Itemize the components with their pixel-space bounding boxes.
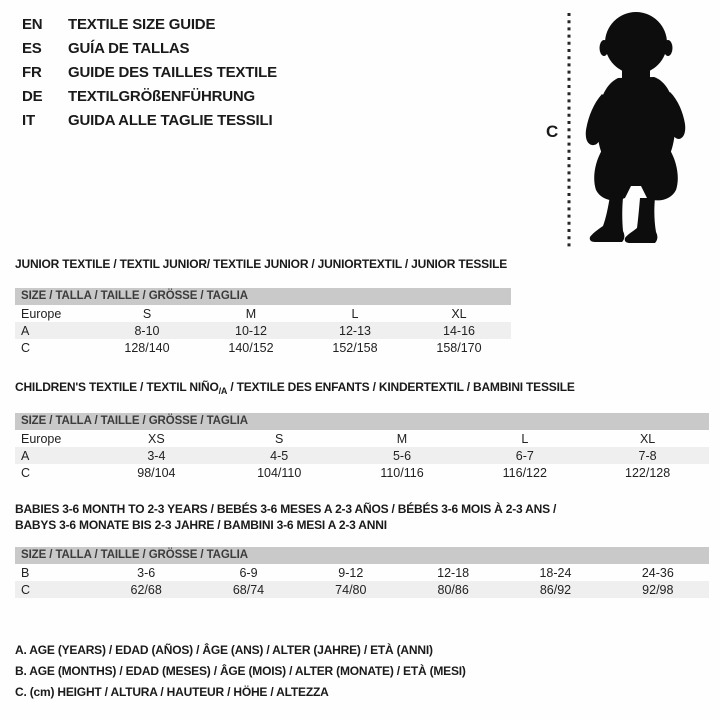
height-measure-label: C [546,122,559,141]
language-code: EN [22,16,43,33]
cell: XL [639,431,656,446]
cell: 80/86 [437,582,469,597]
cell: S [275,431,284,446]
language-title: TEXTILGRÖßENFÜHRUNG [68,88,256,105]
row-label: C [21,465,31,480]
cell: XS [148,431,165,446]
cell: 6-7 [515,448,534,463]
cell: 12-13 [339,323,371,338]
note-line-b: B. AGE (MONTHS) / EDAD (MESES) / ÂGE (MOIS) / ALTER (MONATE) / ETÀ (MESI) [15,664,466,678]
size-header-bar: SIZE / TALLA / TAILLE / GRÖSSE / TAGLIA [15,547,709,564]
cell: 152/158 [332,340,378,355]
row-label: Europe [21,306,62,321]
cell: 158/170 [436,340,482,355]
cell: 24-36 [641,565,674,580]
section-title-text: CHILDREN'S TEXTILE / TEXTIL NIÑO [15,380,219,394]
list-item [22,85,277,109]
cell: 18-24 [539,565,572,580]
note-line-c: C. (cm) HEIGHT / ALTURA / HAUTEUR / HÖHE / ALTEZZA [15,685,329,699]
row-label: Europe [21,431,62,446]
cell: 104/110 [257,465,302,480]
section-title [15,380,709,396]
cell: 8-10 [134,323,160,338]
table-row [15,464,709,481]
cell: 92/98 [642,582,674,597]
legend-notes [15,640,466,703]
cell: 140/152 [228,340,274,355]
cell: 86/92 [539,582,572,597]
language-code: IT [22,112,35,129]
language-title: TEXTILE SIZE GUIDE [68,16,216,33]
section-title [15,501,709,533]
table-row [15,564,709,581]
table-row [15,305,511,322]
section-title: JUNIOR TEXTILE / TEXTIL JUNIOR/ TEXTILE JUNIOR / JUNIORTEXTIL / JUNIOR TESSILE [15,257,508,271]
language-code: FR [22,64,42,81]
cell: M [245,306,257,321]
row-label: A [21,323,30,338]
cell: S [142,306,152,321]
cell: L [351,306,359,321]
row-label: C [21,340,31,355]
cell: 116/122 [502,465,547,480]
cell: 122/128 [625,465,671,480]
section-title-line: BABIES 3-6 MONTH TO 2-3 YEARS / BEBÉS 3-6 MESES A 2-3 AÑOS / BÉBÉS 3-6 MOIS À 2-3 ANS / [15,502,557,516]
cell: 10-12 [235,323,267,338]
list-item [22,61,277,85]
children-size-table [15,430,709,481]
dotted-height-line [567,11,571,251]
toddler-silhouette-icon [580,6,692,246]
language-title: GUIDE DES TAILLES TEXTILE [68,64,277,81]
cell: 5-6 [392,448,412,463]
list-item [22,109,277,133]
size-header-bar: SIZE / TALLA / TAILLE / GRÖSSE / TAGLIA [15,413,709,430]
cell: 74/80 [335,582,367,597]
babies-size-table [15,564,709,598]
table-row [15,447,709,464]
section-title-text: / TEXTILE DES ENFANTS / KINDERTEXTIL / BAMBINI TESSILE [227,380,575,394]
cell: XL [451,306,467,321]
table-row [15,322,511,339]
table-row [15,430,709,447]
list-item [22,37,277,61]
cell: 14-16 [443,323,475,338]
cell: 128/140 [124,340,170,355]
row-label: A [21,448,30,463]
cell: L [521,431,529,446]
babies-size-section [15,501,709,598]
junior-size-section [15,257,511,356]
cell: 6-9 [239,565,258,580]
cell: 68/74 [232,582,265,597]
table-row [15,339,511,356]
cell: M [396,431,408,446]
cell: 4-5 [270,448,289,463]
cell: 9-12 [338,565,364,580]
section-title-subscript: /A [218,386,228,396]
language-title: GUÍA DE TALLAS [68,40,190,57]
note-line-a: A. AGE (YEARS) / EDAD (AÑOS) / ÂGE (ANS) / ALTER (JAHRE) / ETÀ (ANNI) [15,643,433,657]
cell: 3-4 [147,448,166,463]
section-title-line: BABYS 3-6 MONATE BIS 2-3 JAHRE / BAMBINI 3-6 MESI A 2-3 ANNI [15,518,387,532]
cell: 98/104 [137,465,176,480]
children-size-section [15,380,709,481]
cell: 62/68 [130,582,162,597]
junior-size-table [15,305,511,356]
cell: 110/116 [380,465,424,480]
language-code: ES [22,40,42,57]
language-code: DE [22,88,43,105]
size-header-bar: SIZE / TALLA / TAILLE / GRÖSSE / TAGLIA [15,288,511,305]
cell: 3-6 [137,565,156,580]
row-label: B [21,565,30,580]
language-title-list [22,13,277,133]
table-row [15,581,709,598]
cell: 7-8 [638,448,657,463]
row-label: C [21,582,31,597]
list-item [22,13,277,37]
cell: 12-18 [437,565,470,580]
language-title: GUIDA ALLE TAGLIE TESSILI [68,112,273,129]
